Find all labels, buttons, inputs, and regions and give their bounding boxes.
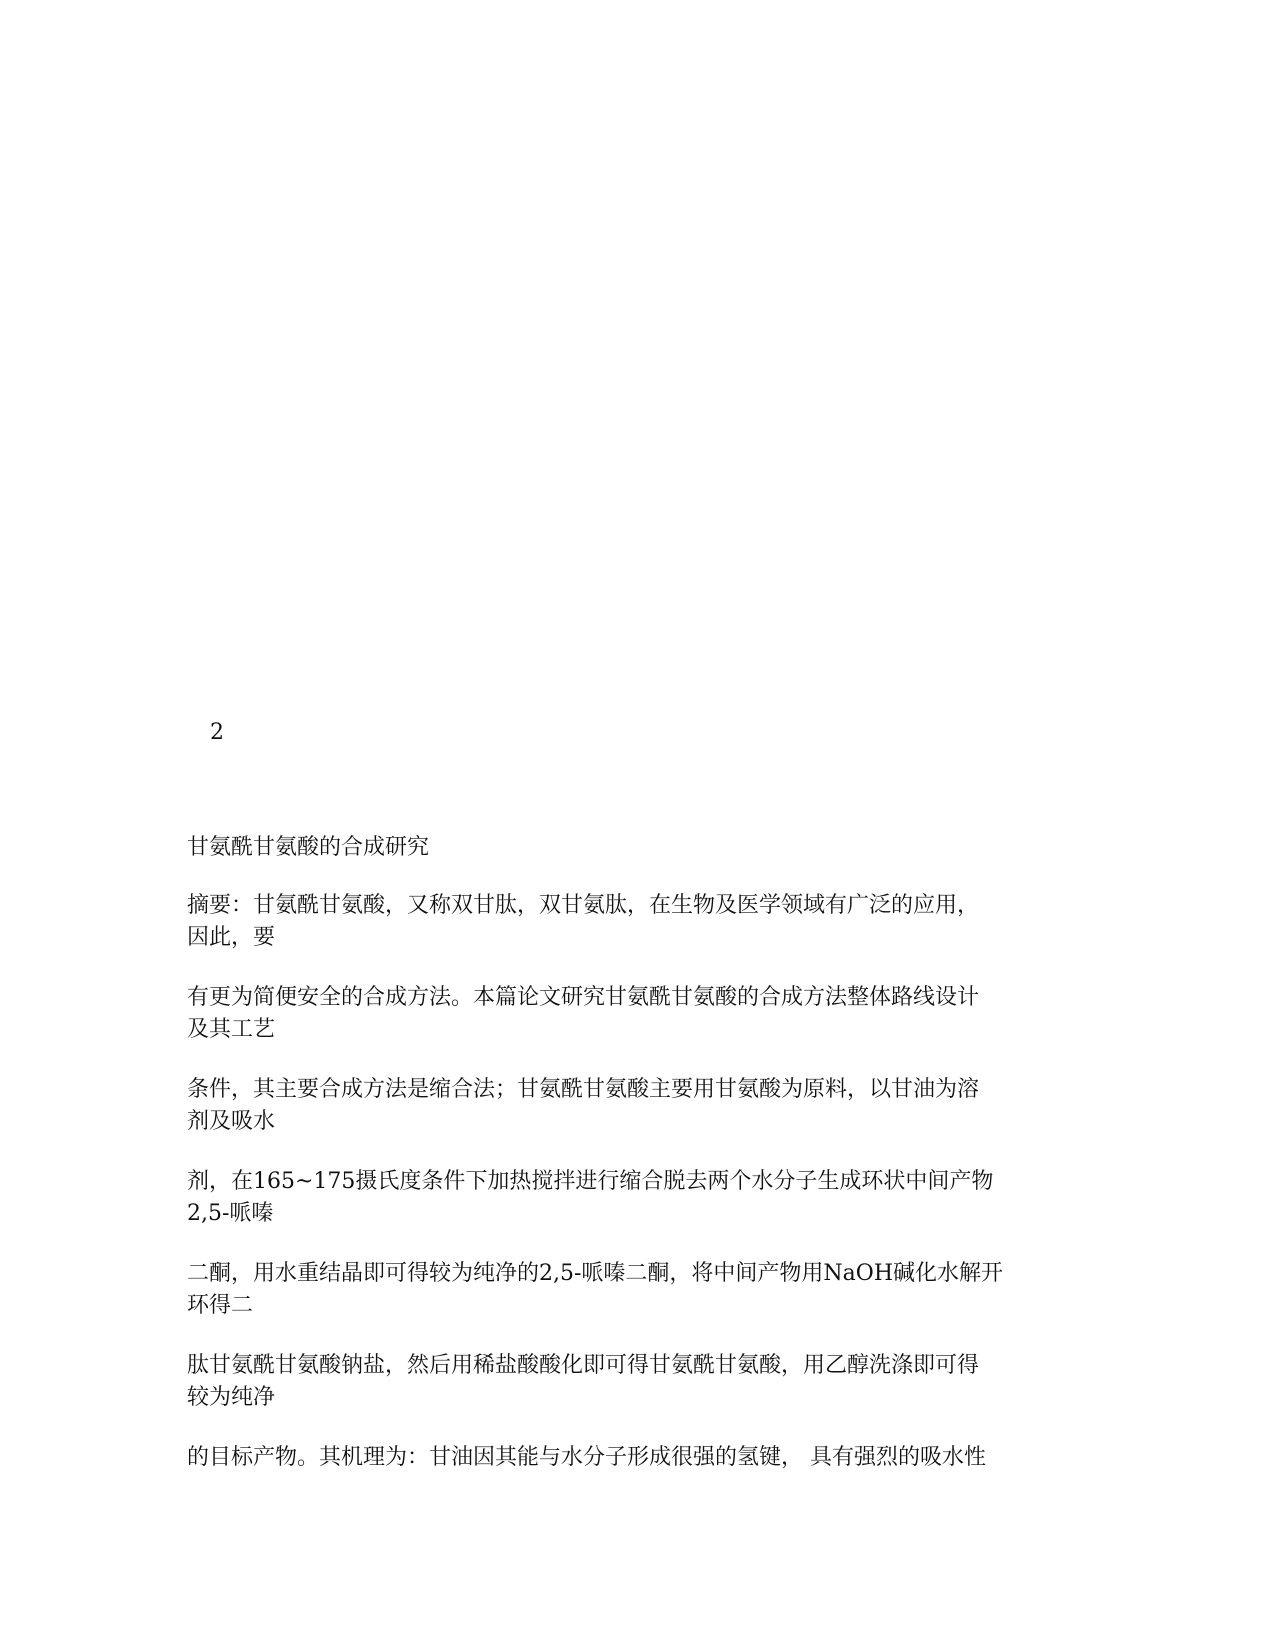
abstract-line-text: 肽甘氨酰甘氨酸钠盐，然后用稀盐酸酸化即可得甘氨酰甘氨酸，用乙醇洗涤即可得: [187, 1353, 980, 1378]
page-number: 2: [210, 720, 224, 745]
abstract-line: [187, 1258, 1087, 1322]
abstract-line-wrap: 2,5-哌嗪: [187, 1201, 274, 1226]
abstract-line-text: 摘要：甘氨酰甘氨酸，又称双甘肽，双甘氨肽，在生物及医学领域有广泛的应用，: [187, 893, 980, 918]
abstract-line: [187, 982, 1087, 1046]
abstract-line-text: 条件，其主要合成方法是缩合法；甘氨酰甘氨酸主要用甘氨酸为原料，以甘油为溶: [187, 1077, 980, 1102]
document-title: 甘氨酰甘氨酸的合成研究: [187, 835, 430, 860]
abstract-line: [187, 890, 1087, 954]
abstract-line-wrap: 及其工艺: [187, 1017, 276, 1042]
abstract-line: [187, 1074, 1087, 1138]
abstract-line-wrap: 因此，要: [187, 925, 276, 950]
abstract-line: [187, 1350, 1087, 1414]
abstract-line-wrap: 剂及吸水: [187, 1109, 276, 1134]
abstract-line: [187, 1442, 1087, 1474]
abstract-line: [187, 1166, 1087, 1230]
abstract-line-wrap: 环得二: [187, 1293, 254, 1318]
abstract-line-wrap: 较为纯净: [187, 1385, 276, 1410]
abstract-line-text: 的目标产物。其机理为：甘油因其能与水分子形成很强的氢键， 具有强烈的吸水性: [187, 1445, 986, 1470]
abstract-line-text: 二酮，用水重结晶即可得较为纯净的2,5-哌嗪二酮，将中间产物用NaOH碱化水解开: [187, 1261, 1004, 1286]
abstract-line-text: 剂，在165~175摄氏度条件下加热搅拌进行缩合脱去两个水分子生成环状中间产物: [187, 1169, 994, 1194]
abstract: [187, 890, 1087, 1502]
abstract-line-text: 有更为简便安全的合成方法。本篇论文研究甘氨酰甘氨酸的合成方法整体路线设计: [187, 985, 980, 1010]
